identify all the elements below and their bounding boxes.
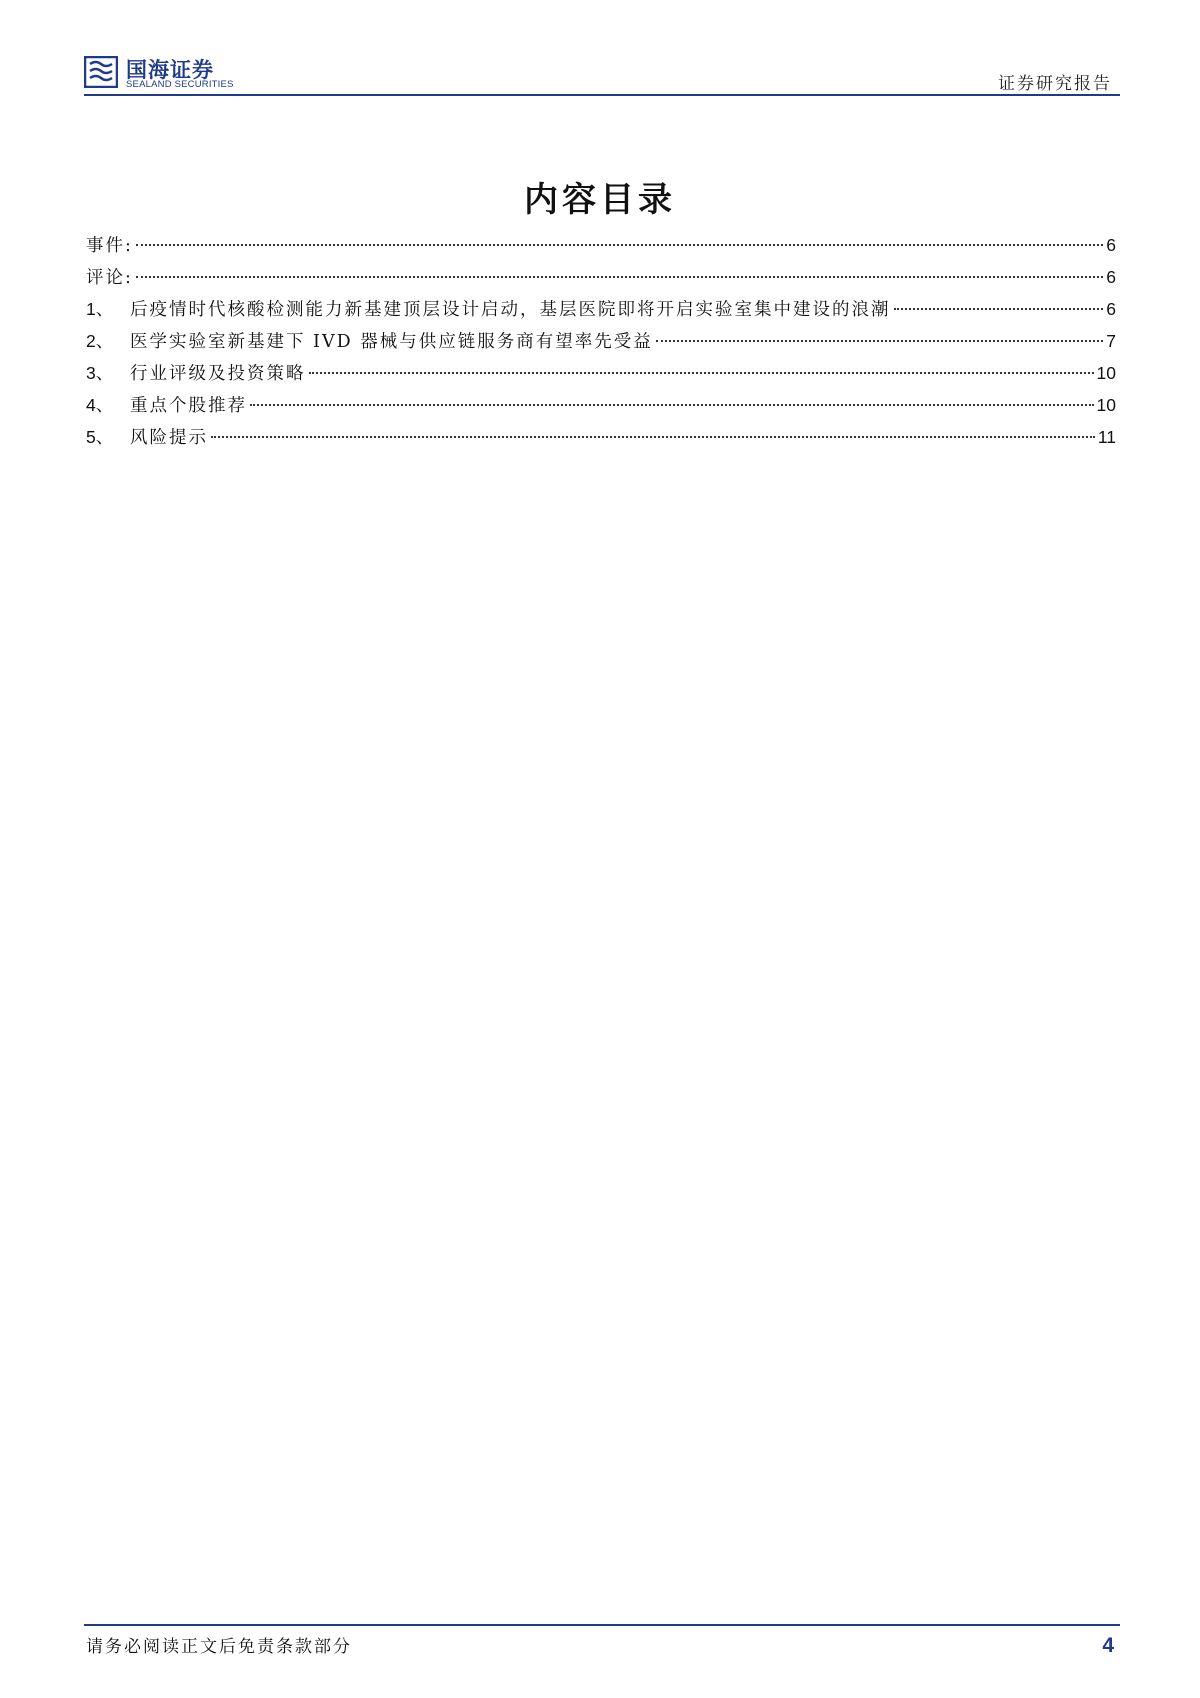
toc-leader-dots xyxy=(894,308,1104,310)
toc-entry-page: 10 xyxy=(1096,363,1116,383)
toc-entry[interactable] xyxy=(86,296,1116,328)
toc-entry-page: 11 xyxy=(1097,427,1116,447)
toc-entry[interactable] xyxy=(86,392,1116,424)
toc-title: 内容目录 xyxy=(524,180,676,220)
toc-entry[interactable] xyxy=(86,328,1116,360)
toc-entry[interactable] xyxy=(86,360,1116,392)
toc-leader-dots xyxy=(211,436,1095,438)
table-of-contents xyxy=(86,232,1116,456)
toc-entry-page: 7 xyxy=(1106,331,1116,351)
toc-entry-text: 事件: xyxy=(86,236,133,256)
report-type-label: 证券研究报告 xyxy=(998,74,1112,94)
toc-leader-dots xyxy=(136,244,1103,246)
toc-entry-text: 行业评级及投资策略 xyxy=(130,364,306,384)
page-header xyxy=(84,52,1120,96)
toc-entry-page: 10 xyxy=(1096,395,1116,415)
toc-leader-dots xyxy=(136,276,1103,278)
toc-entry-text: 评论: xyxy=(86,268,133,288)
toc-entry-number: 4、 xyxy=(86,395,114,415)
toc-entry[interactable] xyxy=(86,424,1116,456)
toc-entry-number: 3、 xyxy=(86,363,114,383)
toc-leader-dots xyxy=(656,340,1104,342)
header-divider xyxy=(84,94,1120,96)
toc-leader-dots xyxy=(250,404,1094,406)
toc-entry[interactable] xyxy=(86,232,1116,264)
toc-entry-page: 6 xyxy=(1106,267,1116,287)
disclaimer-note: 请务必阅读正文后免责条款部分 xyxy=(86,1637,352,1657)
toc-entry-text: 医学实验室新基建下 IVD 器械与供应链服务商有望率先受益 xyxy=(130,332,653,352)
toc-entry-number: 1、 xyxy=(86,299,114,319)
logo-mark-icon xyxy=(84,56,118,88)
logo-chinese-name: 国海证券 xyxy=(126,58,214,82)
toc-entry-page: 6 xyxy=(1106,299,1116,319)
toc-entry-page: 6 xyxy=(1106,235,1116,255)
toc-entry-text: 后疫情时代核酸检测能力新基建顶层设计启动，基层医院即将开启实验室集中建设的浪潮 xyxy=(130,300,891,320)
toc-entry-text: 风险提示 xyxy=(130,428,208,448)
toc-entry-number: 2、 xyxy=(86,331,114,351)
logo-english-name: SEALAND SECURITIES xyxy=(126,79,234,90)
page-number: 4 xyxy=(1102,1634,1114,1657)
toc-entry-number: 5、 xyxy=(86,427,114,447)
toc-entry-text: 重点个股推荐 xyxy=(130,396,247,416)
toc-leader-dots xyxy=(309,372,1094,374)
footer-divider xyxy=(84,1624,1120,1626)
toc-entry[interactable] xyxy=(86,264,1116,296)
